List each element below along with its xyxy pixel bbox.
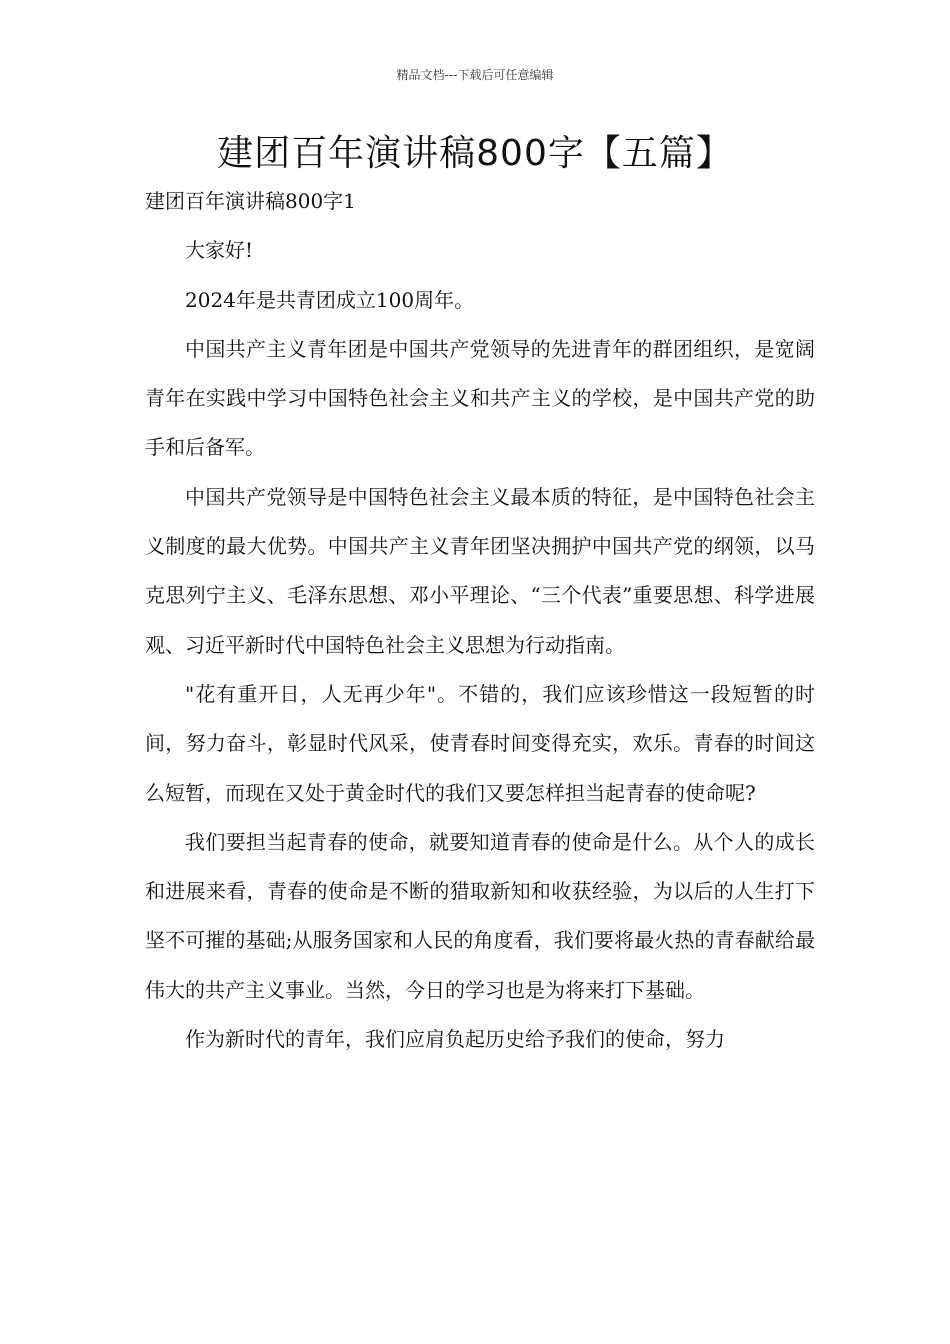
paragraph-new-era-youth: 作为新时代的青年，我们应肩负起历史给予我们的使命，努力 [185, 1027, 725, 1052]
paragraph-party-leadership: 中国共产党领导是中国特色社会主义最本质的特征，是中国特色社会主义制度的最大优势。中国共产主义青年团坚决拥护中国共产党的纲领，以马克思列宁主义、毛泽东思想、邓小平理论、“三个代表”重要思想、科学进展观、习近平新时代中国特色社会主义思想为行动指南。 [145, 484, 815, 657]
paragraph-greeting: 大家好! [185, 238, 254, 263]
paragraph-league-definition: 中国共产主义青年团是中国共产党领导的先进青年的群团组织，是宽阔青年在实践中学习中国特色社会主义和共产主义的学校，是中国共产党的助手和后备军。 [145, 336, 815, 460]
paragraph-anniversary: 2024年是共青团成立100周年。 [185, 287, 475, 312]
document-title: 建团百年演讲稿800字【五篇】 [217, 133, 733, 174]
section-heading: 建团百年演讲稿800字1 [145, 189, 356, 213]
page-header: 精品文档---下载后可任意编辑 [396, 68, 554, 82]
paragraph-youth-time: "花有重开日，人无再少年"。不错的，我们应该珍惜这一段短暂的时间，努力奋斗，彰显时代风采，使青春时间变得充实，欢乐。青春的时间这么短暂，而现在又处于黄金时代的我们又要怎样担当起青春的使命呢? [145, 681, 815, 805]
document-body [145, 177, 815, 1064]
paragraph-youth-mission: 我们要担当起青春的使命，就要知道青春的使命是什么。从个人的成长和进展来看，青春的使命是不断的猎取新知和收获经验，为以后的人生打下坚不可摧的基础;从服务国家和人民的角度看，我们要将最火热的青春献给最伟大的共产主义事业。当然，今日的学习也是为将来打下基础。 [145, 829, 815, 1002]
